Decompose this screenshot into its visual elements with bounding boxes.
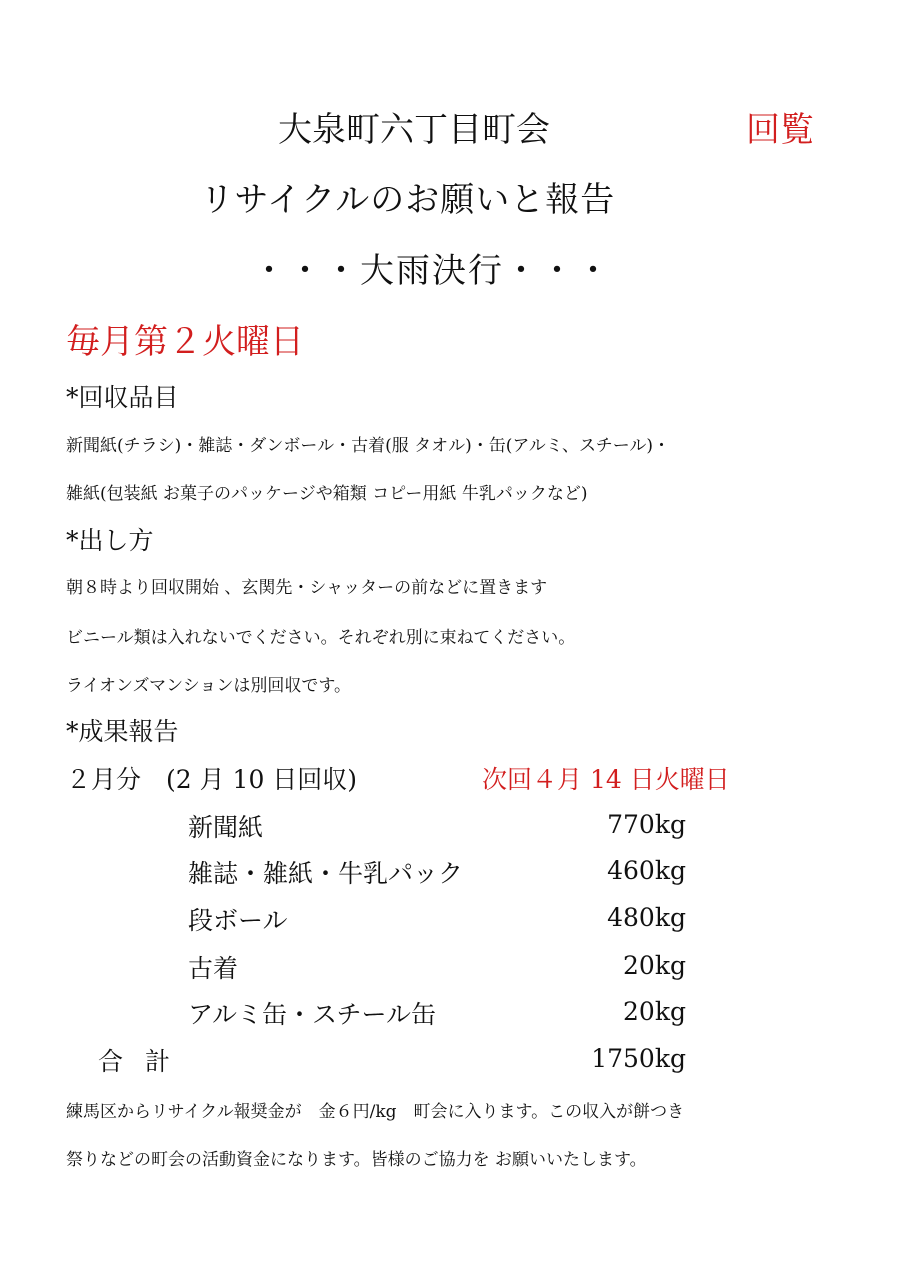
report-item-name: 段ボール bbox=[188, 906, 288, 935]
report-period: ２月分 (2 月 10 日回収) bbox=[66, 765, 358, 794]
circulation-stamp: 回覧 bbox=[746, 110, 814, 150]
next-collection: 次回４月 14 日火曜日 bbox=[482, 765, 730, 794]
footer-line: 練馬区からリサイクル報奨金が 金６円/kg 町会に入ります。この収入が餅つき bbox=[66, 1102, 685, 1122]
method-heading: *出し方 bbox=[66, 526, 154, 555]
page-title: 大泉町六丁目町会 bbox=[278, 110, 550, 150]
report-item-name: アルミ缶・スチール缶 bbox=[188, 1000, 437, 1029]
report-item-name: 新聞紙 bbox=[188, 813, 264, 842]
total-amount: 1750kg bbox=[591, 1044, 686, 1073]
report-item-name: 雑誌・雑紙・牛乳パック bbox=[188, 859, 464, 888]
method-line: 朝８時より回収開始 、玄関先・シャッターの前などに置きます bbox=[66, 578, 548, 598]
method-line: ビニール類は入れないでください。それぞれ別に束ねてください。 bbox=[66, 628, 576, 648]
page-subtitle: リサイクルのお願いと報告 bbox=[200, 180, 616, 220]
items-line: 新聞紙(チラシ)・雑誌・ダンボール・古着(服 タオル)・缶(アルミ、スチール)・ bbox=[66, 436, 670, 456]
report-heading: *成果報告 bbox=[66, 717, 179, 746]
report-item-name: 古着 bbox=[188, 954, 239, 983]
footer-line: 祭りなどの町会の活動資金になります。皆様のご協力を お願いいたします。 bbox=[66, 1150, 647, 1170]
report-item-amount: 20kg bbox=[623, 951, 686, 980]
report-item-amount: 460kg bbox=[607, 856, 686, 885]
report-item-amount: 480kg bbox=[607, 903, 686, 932]
schedule-heading: 毎月第２火曜日 bbox=[66, 322, 304, 362]
report-item-amount: 20kg bbox=[623, 997, 686, 1026]
rain-note: ・・・大雨決行・・・ bbox=[252, 251, 612, 291]
total-label: 合計 bbox=[98, 1047, 193, 1076]
items-line: 雑紙(包装紙 お菓子のパッケージや箱類 コピー用紙 牛乳パックなど) bbox=[66, 484, 588, 504]
method-line: ライオンズマンションは別回収です。 bbox=[66, 676, 352, 696]
report-item-amount: 770kg bbox=[607, 810, 686, 839]
items-heading: *回収品目 bbox=[66, 383, 179, 412]
